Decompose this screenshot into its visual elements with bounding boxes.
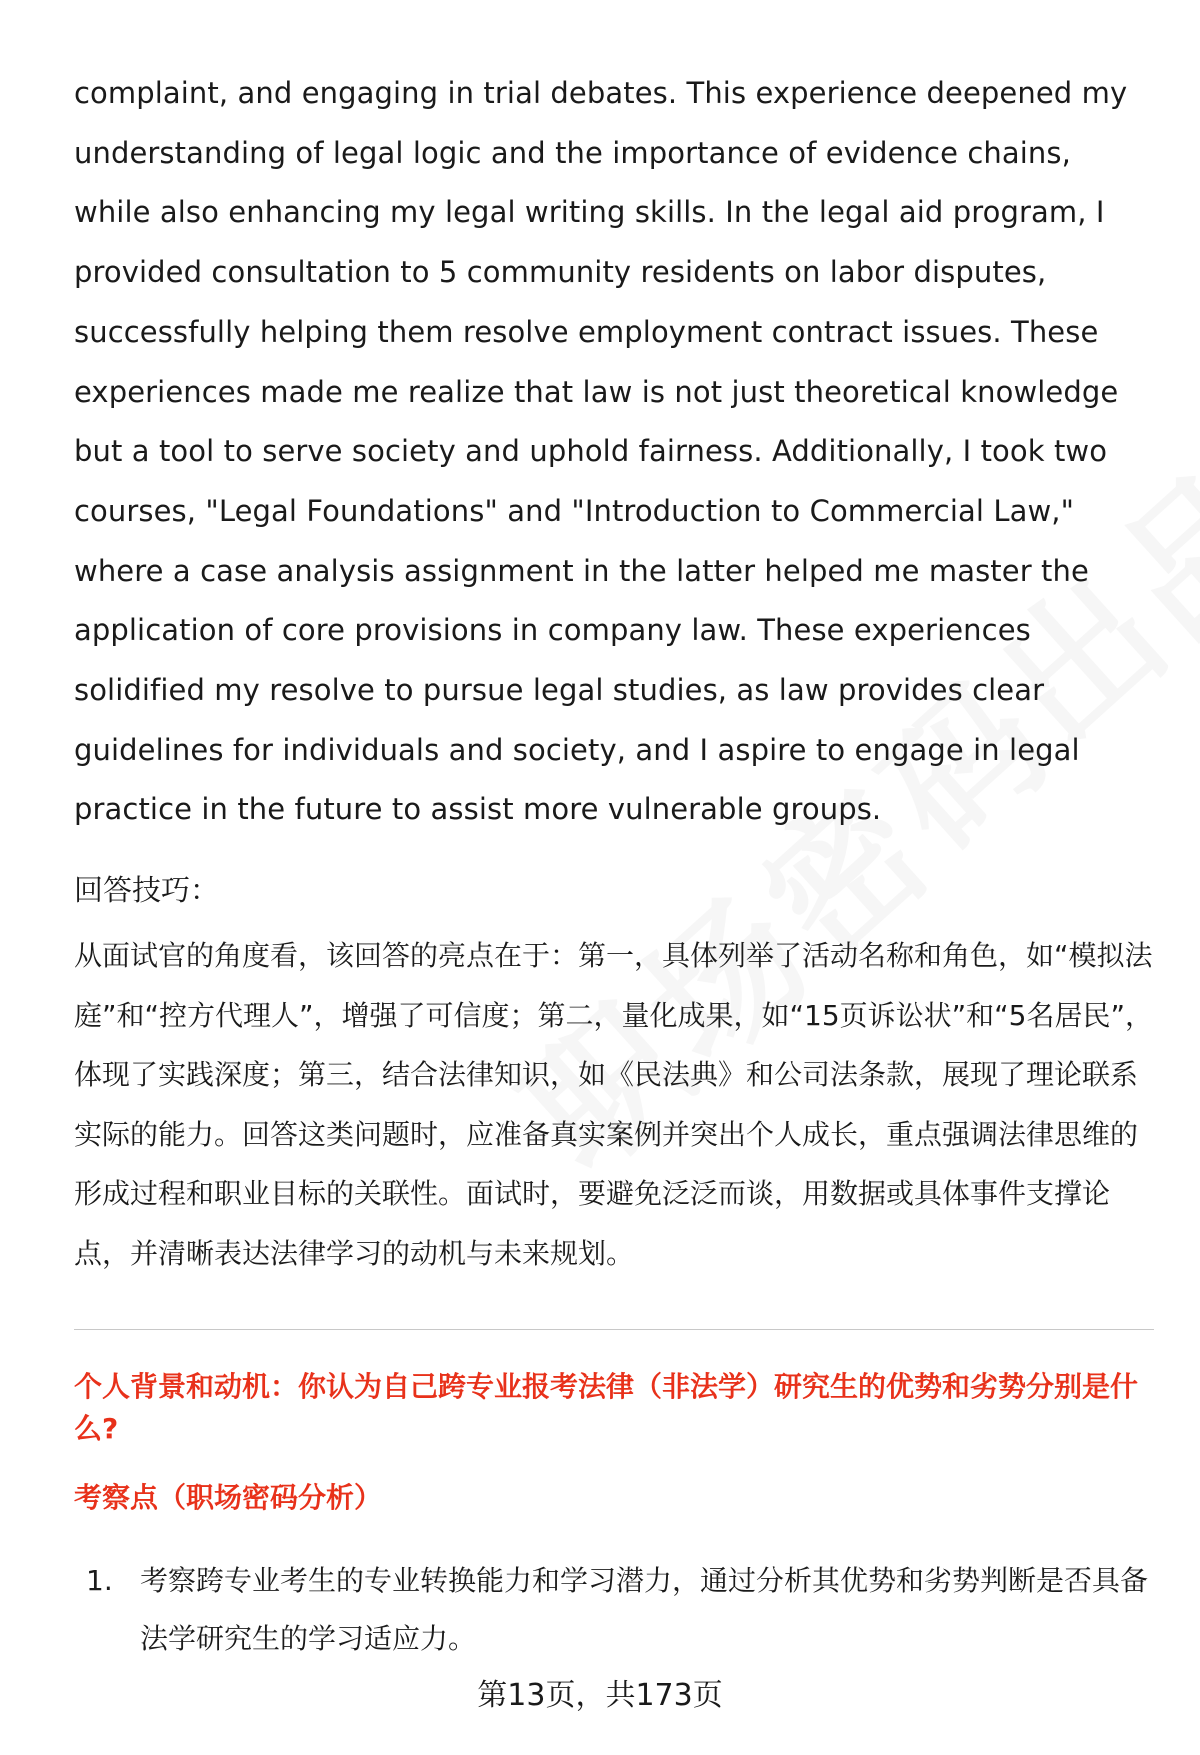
analysis-list [74,1552,1154,1668]
page-footer: 第13页，共173页 [477,1678,723,1713]
section-heading: 考察点（职场密码分析） [74,1481,383,1514]
tips-label: 回答技巧： [74,873,220,908]
section-divider [74,1329,1154,1330]
question-heading: 个人背景和动机：你认为自己跨专业报考法律（非法学）研究生的优势和劣势分别是什么? [74,1370,1139,1445]
tips-body: 从面试官的角度看，该回答的亮点在于：第一，具体列举了活动名称和角色，如“模拟法庭”和“控方代理人”，增强了可信度；第二，量化成果，如“15页诉讼状”和“5名居民”，体现了实践深度；第三，结合法律知识，如《民法典》和公司法条款，展现了理论联系实际的能力。回答这类问题时，应准备真实案例并突出个人成长，重点强调法律思维的形成过程和职业目标的关联性。面试时，要避免泛泛而谈，用数据或具体事件支撑论点，并清晰表达法律学习的动机与未来规划。 [74,939,1153,1270]
list-item-text: 考察跨专业考生的专业转换能力和学习潜力，通过分析其优势和劣势判断是否具备法学研究生的学习适应力。 [140,1564,1149,1655]
list-item-number: 1. [86,1564,113,1597]
list-item [74,1552,1154,1668]
page-content [74,64,1154,1283]
answer-paragraph: complaint, and engaging in trial debates. This experience deepened my understanding of legal logic and the importance of evidence chains, while also enhancing my legal writing skills. In the legal aid program, I provided consultation to 5 community residents on labor disputes, successfully helping them resolve employment contract issues. These experiences made me realize that law is not just theoretical knowledge but a tool to serve society and uphold fairness. Additionally, I took two courses, "Legal Foundations" and "Introduction to Commercial Law," where a case analysis assignment in the latter helped me master the application of core provisions in company law. These experiences solidified my resolve to pursue legal studies, as law provides clear guidelines for individuals and society, and I aspire to engage in legal practice in the future to assist more vulnerable groups. [74,76,1128,827]
